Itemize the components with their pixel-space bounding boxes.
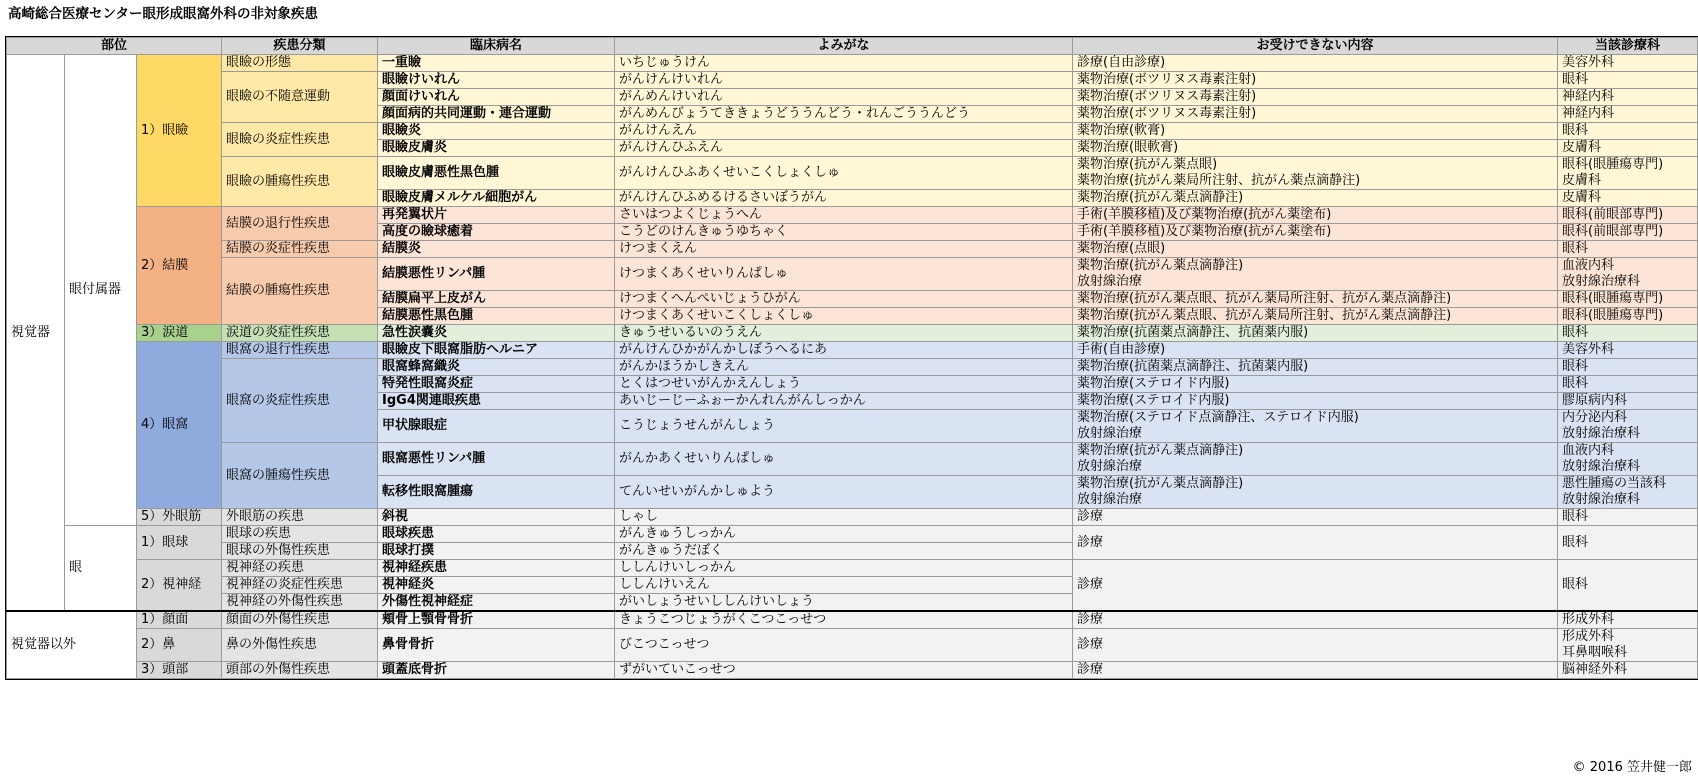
service-line: 手術(羊膜移植)及び薬物治療(抗がん薬塗布) <box>1077 207 1332 222</box>
responsible-department <box>1558 157 1698 190</box>
excluded-service <box>1073 393 1558 410</box>
category-cell: 眼瞼の形態 <box>222 55 378 72</box>
disease-reading: がんけんひふえん <box>615 140 1073 157</box>
excluded-service <box>1073 241 1558 258</box>
category-cell: 頭部の外傷性疾患 <box>222 662 378 679</box>
disease-name: 特発性眼窩炎症 <box>378 376 615 393</box>
service-line: 薬物治療(ボツリヌス毒素注射) <box>1077 106 1257 121</box>
responsible-department <box>1558 410 1698 443</box>
disease-name: 眼瞼皮膚悪性黒色腫 <box>378 157 615 190</box>
responsible-department <box>1558 476 1698 509</box>
service-line: 診療 <box>1077 577 1104 592</box>
department-line: 眼科 <box>1562 534 1589 550</box>
department-line: 眼科(前眼部専門) <box>1562 224 1664 239</box>
column-header: お受けできない内容 <box>1073 38 1558 55</box>
non-target-disease-table <box>6 37 1698 679</box>
disease-name: 結膜炎 <box>378 241 615 258</box>
table-row <box>7 662 1698 679</box>
service-line: 薬物治療(抗がん薬局所注射、抗がん薬点滴静注) <box>1077 173 1361 188</box>
site-lacrimal: 3）涙道 <box>137 325 222 342</box>
service-line: 放射線治療 <box>1077 426 1143 441</box>
disease-name: 眼瞼皮膚メルケル細胞がん <box>378 190 615 207</box>
table-row <box>7 258 1698 291</box>
disease-reading: がんめんびょうてききょうどううんどう・れんごううんどう <box>615 106 1073 123</box>
responsible-department <box>1558 123 1698 140</box>
site-globe: 1）眼球 <box>137 526 222 560</box>
region-visual: 視覚器 <box>7 55 65 612</box>
excluded-service <box>1073 258 1558 291</box>
excluded-service <box>1073 308 1558 325</box>
disease-name: 顔面けいれん <box>378 89 615 106</box>
department-line: 悪性腫瘍の当該科 <box>1562 476 1667 491</box>
copyright-footer: © 2016 笠井健一郎 <box>1572 760 1692 775</box>
disease-name: 転移性眼窩腫瘍 <box>378 476 615 509</box>
department-line: 皮膚科 <box>1562 190 1602 205</box>
disease-reading: しゃし <box>615 509 1073 526</box>
disease-name: 結膜悪性リンパ腫 <box>378 258 615 291</box>
excluded-service <box>1073 509 1558 526</box>
responsible-department <box>1558 190 1698 207</box>
table-row <box>7 123 1698 140</box>
excluded-service <box>1073 123 1558 140</box>
column-header: 臨床病名 <box>378 38 615 55</box>
service-line: 放射線治療 <box>1077 459 1143 474</box>
department-line: 眼科(前眼部専門) <box>1562 207 1664 222</box>
disease-name: IgG4関連眼疾患 <box>378 393 615 410</box>
disease-name: 外傷性視神経症 <box>378 594 615 612</box>
table-row <box>7 560 1698 577</box>
category-cell: 眼球の疾患 <box>222 526 378 543</box>
disease-reading: きゅうせいるいのうえん <box>615 325 1073 342</box>
disease-reading: がんめんけいれん <box>615 89 1073 106</box>
category-cell: 眼窩の炎症性疾患 <box>222 359 378 443</box>
table-header-row <box>7 38 1698 55</box>
excluded-service <box>1073 410 1558 443</box>
service-line: 薬物治療(抗がん薬点滴静注) <box>1077 258 1244 273</box>
page-title: 高崎総合医療センター眼形成眼窩外科の非対象疾患 <box>8 6 318 22</box>
column-header: 疾患分類 <box>222 38 378 55</box>
department-line: 神経内科 <box>1562 89 1615 104</box>
department-line: 放射線治療科 <box>1562 426 1641 441</box>
disease-reading: こうどのけんきゅうゆちゃく <box>615 224 1073 241</box>
category-cell: 眼瞼の腫瘍性疾患 <box>222 157 378 207</box>
department-line: 血液内科 <box>1562 443 1615 458</box>
service-line: 放射線治療 <box>1077 274 1143 289</box>
department-line: 眼科 <box>1562 509 1589 524</box>
department-line: 眼科(眼腫瘍専門) <box>1562 308 1664 323</box>
responsible-department <box>1558 629 1698 662</box>
table-row <box>7 526 1698 543</box>
region-eye: 眼 <box>65 526 137 612</box>
excluded-service <box>1073 106 1558 123</box>
disease-name: 急性涙嚢炎 <box>378 325 615 342</box>
table-row <box>7 443 1698 476</box>
department-line: 眼科 <box>1562 359 1589 374</box>
service-line: 薬物治療(抗がん薬点眼、抗がん薬局所注射、抗がん薬点滴静注) <box>1077 291 1452 306</box>
responsible-department <box>1558 325 1698 342</box>
disease-name: 眼瞼けいれん <box>378 72 615 89</box>
category-cell: 視神経の外傷性疾患 <box>222 594 378 612</box>
department-line: 皮膚科 <box>1562 173 1602 188</box>
column-header: 当該診療科 <box>1558 38 1698 55</box>
service-line: 診療 <box>1077 509 1104 524</box>
service-line: 薬物治療(点眼) <box>1077 241 1166 256</box>
table-row <box>7 342 1698 359</box>
disease-reading: がんけんひふめるけるさいぼうがん <box>615 190 1073 207</box>
excluded-service <box>1073 325 1558 342</box>
column-header: 部位 <box>7 38 222 55</box>
disease-name: 顔面病的共同運動・連合運動 <box>378 106 615 123</box>
disease-reading: けつまくあくせいりんぱしゅ <box>615 258 1073 291</box>
category-cell: 眼窩の退行性疾患 <box>222 342 378 359</box>
category-cell: 視神経の炎症性疾患 <box>222 577 378 594</box>
region-adnexa: 眼付属器 <box>65 55 137 526</box>
responsible-department <box>1558 241 1698 258</box>
disease-reading: ししんけいしっかん <box>615 560 1073 577</box>
excluded-service <box>1073 140 1558 157</box>
service-line: 薬物治療(抗菌薬点滴静注、抗菌薬内服) <box>1077 359 1309 374</box>
excluded-service <box>1073 662 1558 679</box>
disease-name: 視神経疾患 <box>378 560 615 577</box>
responsible-department <box>1558 291 1698 308</box>
excluded-service <box>1073 359 1558 376</box>
service-line: 薬物治療(眼軟膏) <box>1077 140 1179 155</box>
service-line: 手術(自由診療) <box>1077 342 1166 357</box>
site-head: 3）頭部 <box>137 662 222 679</box>
responsible-department <box>1558 443 1698 476</box>
department-line: 皮膚科 <box>1562 140 1602 155</box>
disease-name: 再発翼状片 <box>378 207 615 224</box>
responsible-department <box>1558 89 1698 106</box>
service-line: 薬物治療(軟膏) <box>1077 123 1166 138</box>
disease-name: 頬骨上顎骨骨折 <box>378 611 615 629</box>
disease-reading: がんけんひかがんかしぼうへるにあ <box>615 342 1073 359</box>
disease-reading: ずがいていこっせつ <box>615 662 1073 679</box>
site-nose: 2）鼻 <box>137 629 222 662</box>
category-cell: 外眼筋の疾患 <box>222 509 378 526</box>
table-row <box>7 55 1698 72</box>
department-line: 形成外科 <box>1562 629 1615 644</box>
service-line: 薬物治療(抗がん薬点眼) <box>1077 157 1218 172</box>
department-line: 内分泌内科 <box>1562 410 1628 425</box>
service-line: 診療 <box>1077 637 1104 652</box>
disease-name: 眼窩蜂窩織炎 <box>378 359 615 376</box>
service-line: 薬物治療(抗がん薬点滴静注) <box>1077 190 1244 205</box>
table-row <box>7 241 1698 258</box>
disease-reading: とくはつせいがんかえんしょう <box>615 376 1073 393</box>
disease-reading: びこつこっせつ <box>615 629 1073 662</box>
excluded-service <box>1073 376 1558 393</box>
disease-reading: がんきゅうだぼく <box>615 543 1073 560</box>
service-line: 薬物治療(抗菌薬点滴静注、抗菌薬内服) <box>1077 325 1309 340</box>
responsible-department <box>1558 55 1698 72</box>
disease-name: 眼瞼炎 <box>378 123 615 140</box>
disease-reading: こうじょうせんがんしょう <box>615 410 1073 443</box>
responsible-department <box>1558 258 1698 291</box>
service-line: 薬物治療(ステロイド内服) <box>1077 376 1230 391</box>
disease-reading: けつまくえん <box>615 241 1073 258</box>
table-row <box>7 157 1698 190</box>
site-face: 1）顔面 <box>137 611 222 629</box>
excluded-service <box>1073 629 1558 662</box>
service-line: 薬物治療(ステロイド点滴静注、ステロイド内服) <box>1077 410 1359 425</box>
disease-name: 斜視 <box>378 509 615 526</box>
department-line: 血液内科 <box>1562 258 1615 273</box>
disease-name: 頭蓋底骨折 <box>378 662 615 679</box>
category-cell: 顔面の外傷性疾患 <box>222 611 378 629</box>
disease-reading: がんきゅうしっかん <box>615 526 1073 543</box>
service-line: 手術(羊膜移植)及び薬物治療(抗がん薬塗布) <box>1077 224 1332 239</box>
disease-reading: がんけんけいれん <box>615 72 1073 89</box>
department-line: 形成外科 <box>1562 612 1615 627</box>
disease-reading: てんいせいがんかしゅよう <box>615 476 1073 509</box>
disease-name: 甲状腺眼症 <box>378 410 615 443</box>
responsible-department <box>1558 342 1698 359</box>
department-line: 放射線治療科 <box>1562 459 1641 474</box>
site-eyelid: 1）眼瞼 <box>137 55 222 207</box>
service-line: 診療(自由診療) <box>1077 55 1166 70</box>
excluded-service <box>1073 207 1558 224</box>
disease-reading: がんかほうかしきえん <box>615 359 1073 376</box>
service-line: 薬物治療(抗がん薬点滴静注) <box>1077 476 1244 491</box>
disease-name: 一重瞼 <box>378 55 615 72</box>
responsible-department <box>1558 359 1698 376</box>
department-line: 脳神経外科 <box>1562 662 1628 677</box>
disease-name: 眼瞼皮膚炎 <box>378 140 615 157</box>
excluded-service <box>1073 560 1558 612</box>
excluded-service <box>1073 55 1558 72</box>
responsible-department <box>1558 662 1698 679</box>
department-line: 美容外科 <box>1562 342 1615 357</box>
disease-reading: がんけんえん <box>615 123 1073 140</box>
disease-reading: ししんけいえん <box>615 577 1073 594</box>
excluded-service <box>1073 342 1558 359</box>
site-eom: 5）外眼筋 <box>137 509 222 526</box>
responsible-department <box>1558 611 1698 629</box>
responsible-department <box>1558 560 1698 612</box>
department-line: 眼科 <box>1562 577 1589 592</box>
responsible-department <box>1558 526 1698 560</box>
category-cell: 涙道の炎症性疾患 <box>222 325 378 342</box>
table-row <box>7 325 1698 342</box>
responsible-department <box>1558 308 1698 325</box>
disease-reading: けつまくへんぺいじょうひがん <box>615 291 1073 308</box>
disease-name: 眼球打撲 <box>378 543 615 560</box>
disease-reading: けつまくあくせいこくしょくしゅ <box>615 308 1073 325</box>
excluded-service <box>1073 72 1558 89</box>
disease-name: 結膜悪性黒色腫 <box>378 308 615 325</box>
responsible-department <box>1558 207 1698 224</box>
service-line: 診療 <box>1077 534 1104 550</box>
department-line: 眼科(眼腫瘍専門) <box>1562 157 1664 172</box>
department-line: 放射線治療科 <box>1562 492 1641 507</box>
table-row <box>7 359 1698 376</box>
column-header: よみがな <box>615 38 1073 55</box>
service-line: 薬物治療(抗がん薬点滴静注) <box>1077 443 1244 458</box>
responsible-department <box>1558 224 1698 241</box>
department-line: 美容外科 <box>1562 55 1615 70</box>
disease-reading: がいしょうせいししんけいしょう <box>615 594 1073 612</box>
site-conjunctiva: 2）結膜 <box>137 207 222 325</box>
excluded-service <box>1073 526 1558 560</box>
table-row <box>7 611 1698 629</box>
department-line: 眼科(眼腫瘍専門) <box>1562 291 1664 306</box>
excluded-service <box>1073 611 1558 629</box>
disease-reading: さいはつよくじょうへん <box>615 207 1073 224</box>
department-line: 眼科 <box>1562 72 1589 87</box>
disease-name: 高度の瞼球癒着 <box>378 224 615 241</box>
department-line: 放射線治療科 <box>1562 274 1641 289</box>
responsible-department <box>1558 509 1698 526</box>
table-row <box>7 72 1698 89</box>
responsible-department <box>1558 72 1698 89</box>
department-line: 眼科 <box>1562 123 1589 138</box>
category-cell: 結膜の腫瘍性疾患 <box>222 258 378 325</box>
service-line: 薬物治療(抗がん薬点眼、抗がん薬局所注射、抗がん薬点滴静注) <box>1077 308 1452 323</box>
excluded-service <box>1073 291 1558 308</box>
category-cell: 鼻の外傷性疾患 <box>222 629 378 662</box>
excluded-service <box>1073 224 1558 241</box>
department-line: 膠原病内科 <box>1562 393 1628 408</box>
disease-reading: きょうこつじょうがくこつこっせつ <box>615 611 1073 629</box>
excluded-service <box>1073 443 1558 476</box>
disease-name: 眼窩悪性リンパ腫 <box>378 443 615 476</box>
category-cell: 眼瞼の炎症性疾患 <box>222 123 378 157</box>
disease-name: 眼球疾患 <box>378 526 615 543</box>
excluded-service <box>1073 89 1558 106</box>
table-row <box>7 207 1698 224</box>
disease-reading: がんかあくせいりんぱしゅ <box>615 443 1073 476</box>
department-line: 耳鼻咽喉科 <box>1562 645 1628 660</box>
disease-reading: いちじゅうけん <box>615 55 1073 72</box>
site-optic: 2）視神経 <box>137 560 222 612</box>
category-cell: 眼球の外傷性疾患 <box>222 543 378 560</box>
category-cell: 眼瞼の不随意運動 <box>222 72 378 123</box>
table-row <box>7 629 1698 662</box>
region-nonvisual: 視覚器以外 <box>7 611 137 679</box>
excluded-service <box>1073 476 1558 509</box>
disease-name: 結膜扁平上皮がん <box>378 291 615 308</box>
category-cell: 結膜の炎症性疾患 <box>222 241 378 258</box>
department-line: 眼科 <box>1562 376 1589 391</box>
disease-reading: がんけんひふあくせいこくしょくしゅ <box>615 157 1073 190</box>
service-line: 薬物治療(ボツリヌス毒素注射) <box>1077 72 1257 87</box>
department-line: 神経内科 <box>1562 106 1615 121</box>
disease-reading: あいじーじーふぉーかんれんがんしっかん <box>615 393 1073 410</box>
service-line: 薬物治療(ボツリヌス毒素注射) <box>1077 89 1257 104</box>
service-line: 薬物治療(ステロイド内服) <box>1077 393 1230 408</box>
category-cell: 視神経の疾患 <box>222 560 378 577</box>
responsible-department <box>1558 140 1698 157</box>
excluded-service <box>1073 157 1558 190</box>
disease-name: 鼻骨骨折 <box>378 629 615 662</box>
table-row <box>7 509 1698 526</box>
excluded-service <box>1073 190 1558 207</box>
category-cell: 眼窩の腫瘍性疾患 <box>222 443 378 509</box>
service-line: 診療 <box>1077 662 1104 677</box>
department-line: 眼科 <box>1562 241 1589 256</box>
site-orbit: 4）眼窩 <box>137 342 222 509</box>
department-line: 眼科 <box>1562 325 1589 340</box>
service-line: 放射線治療 <box>1077 492 1143 507</box>
responsible-department <box>1558 376 1698 393</box>
responsible-department <box>1558 106 1698 123</box>
service-line: 診療 <box>1077 612 1104 627</box>
disease-name: 視神経炎 <box>378 577 615 594</box>
responsible-department <box>1558 393 1698 410</box>
category-cell: 結膜の退行性疾患 <box>222 207 378 241</box>
disease-name: 眼瞼皮下眼窩脂肪ヘルニア <box>378 342 615 359</box>
